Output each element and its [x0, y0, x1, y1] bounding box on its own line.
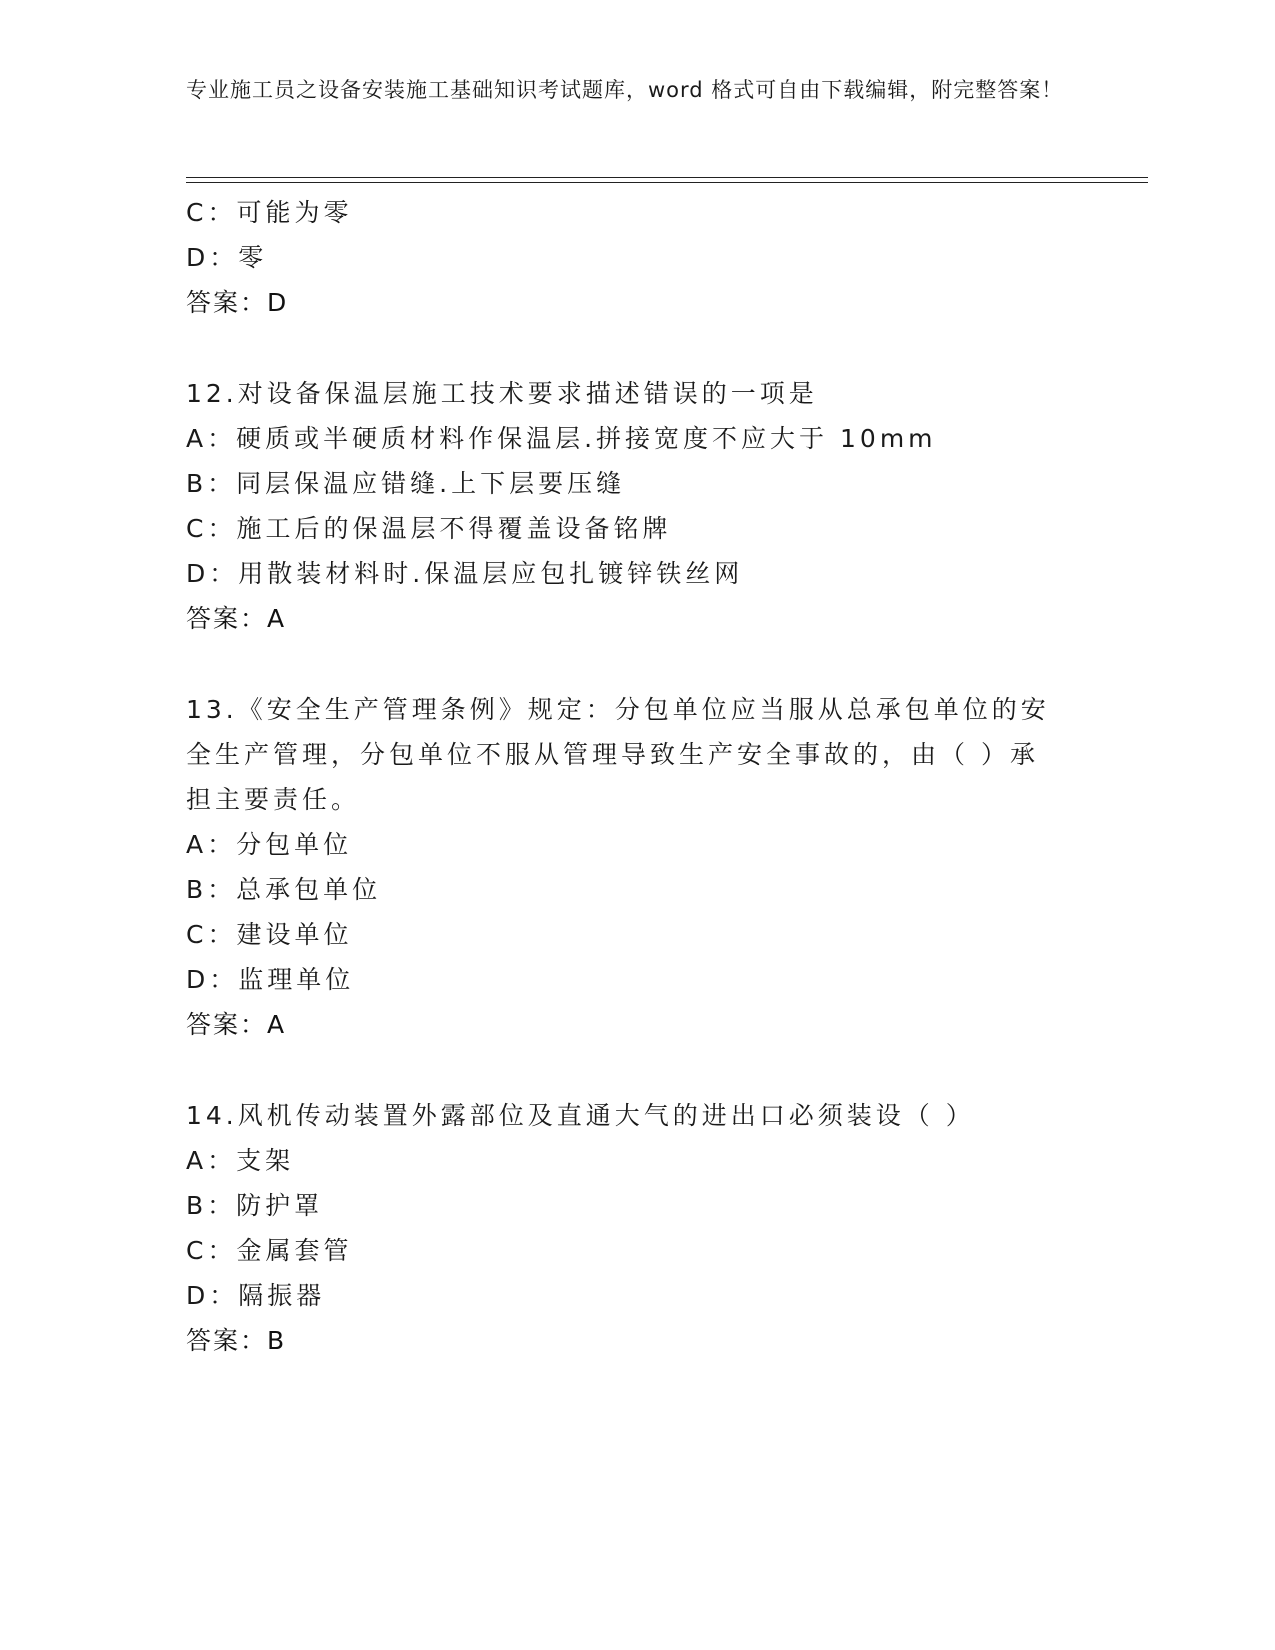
option-label: B：	[186, 469, 237, 498]
option-b	[186, 1183, 1086, 1228]
option-c	[186, 912, 1086, 957]
option-text: 防护罩	[236, 1191, 324, 1220]
question-14	[186, 1093, 1086, 1363]
option-text: 零	[238, 243, 268, 272]
option-text: 施工后的保温层不得覆盖设备铭牌	[236, 514, 672, 543]
option-label: D：	[186, 965, 239, 994]
option-text: 硬质或半硬质材料作保温层.拼接宽度不应大于 10mm	[236, 424, 937, 453]
option-label: D：	[186, 243, 239, 272]
header-divider	[186, 177, 1148, 183]
option-d	[186, 235, 1086, 280]
question-13	[186, 687, 1086, 1047]
question-list	[186, 190, 1086, 1363]
option-text: 总承包单位	[236, 875, 382, 904]
option-a	[186, 822, 1086, 867]
option-d	[186, 957, 1086, 1002]
question-stem: 14.风机传动装置外露部位及直通大气的进出口必须装设（ ）	[186, 1101, 975, 1130]
continued-question	[186, 190, 1086, 325]
option-b	[186, 461, 1086, 506]
spacer	[186, 641, 1086, 687]
option-label: C：	[186, 1236, 237, 1265]
option-text: 分包单位	[236, 830, 353, 859]
spacer	[186, 1047, 1086, 1093]
option-label: B：	[186, 1191, 237, 1220]
option-c	[186, 190, 1086, 235]
option-label: A：	[186, 1146, 237, 1175]
spacer	[186, 325, 1086, 371]
option-label: A：	[186, 830, 237, 859]
option-text: 用散装材料时.保温层应包扎镀锌铁丝网	[238, 559, 744, 588]
option-label: D：	[186, 1281, 239, 1310]
option-label: B：	[186, 875, 237, 904]
option-b	[186, 867, 1086, 912]
option-c	[186, 506, 1086, 551]
option-d	[186, 551, 1086, 596]
question-stem: 12.对设备保温层施工技术要求描述错误的一项是	[186, 379, 818, 408]
option-text: 同层保温应错缝.上下层要压缝	[236, 469, 626, 498]
answer-line: 答案：A	[186, 1010, 287, 1039]
option-label: C：	[186, 920, 237, 949]
option-a	[186, 416, 1086, 461]
option-text: 建设单位	[236, 920, 353, 949]
option-label: C：	[186, 514, 237, 543]
option-text: 支架	[236, 1146, 295, 1175]
option-label: C：	[186, 198, 237, 227]
option-text: 金属套管	[236, 1236, 353, 1265]
page-header: 专业施工员之设备安装施工基础知识考试题库，word 格式可自由下载编辑，附完整答案！	[186, 78, 1064, 102]
answer-line: 答案：D	[186, 288, 289, 317]
option-text: 隔振器	[238, 1281, 326, 1310]
question-12	[186, 371, 1086, 641]
option-text: 可能为零	[236, 198, 353, 227]
option-label: A：	[186, 424, 237, 453]
answer-line: 答案：B	[186, 1326, 287, 1355]
option-a	[186, 1138, 1086, 1183]
option-text: 监理单位	[238, 965, 355, 994]
option-label: D：	[186, 559, 239, 588]
answer-line: 答案：A	[186, 604, 287, 633]
option-c	[186, 1228, 1086, 1273]
option-d	[186, 1273, 1086, 1318]
question-stem: 13.《安全生产管理条例》规定：分包单位应当服从总承包单位的安全生产管理，分包单位不服从管理导致生产安全事故的，由（ ）承担主要责任。	[186, 695, 1050, 814]
